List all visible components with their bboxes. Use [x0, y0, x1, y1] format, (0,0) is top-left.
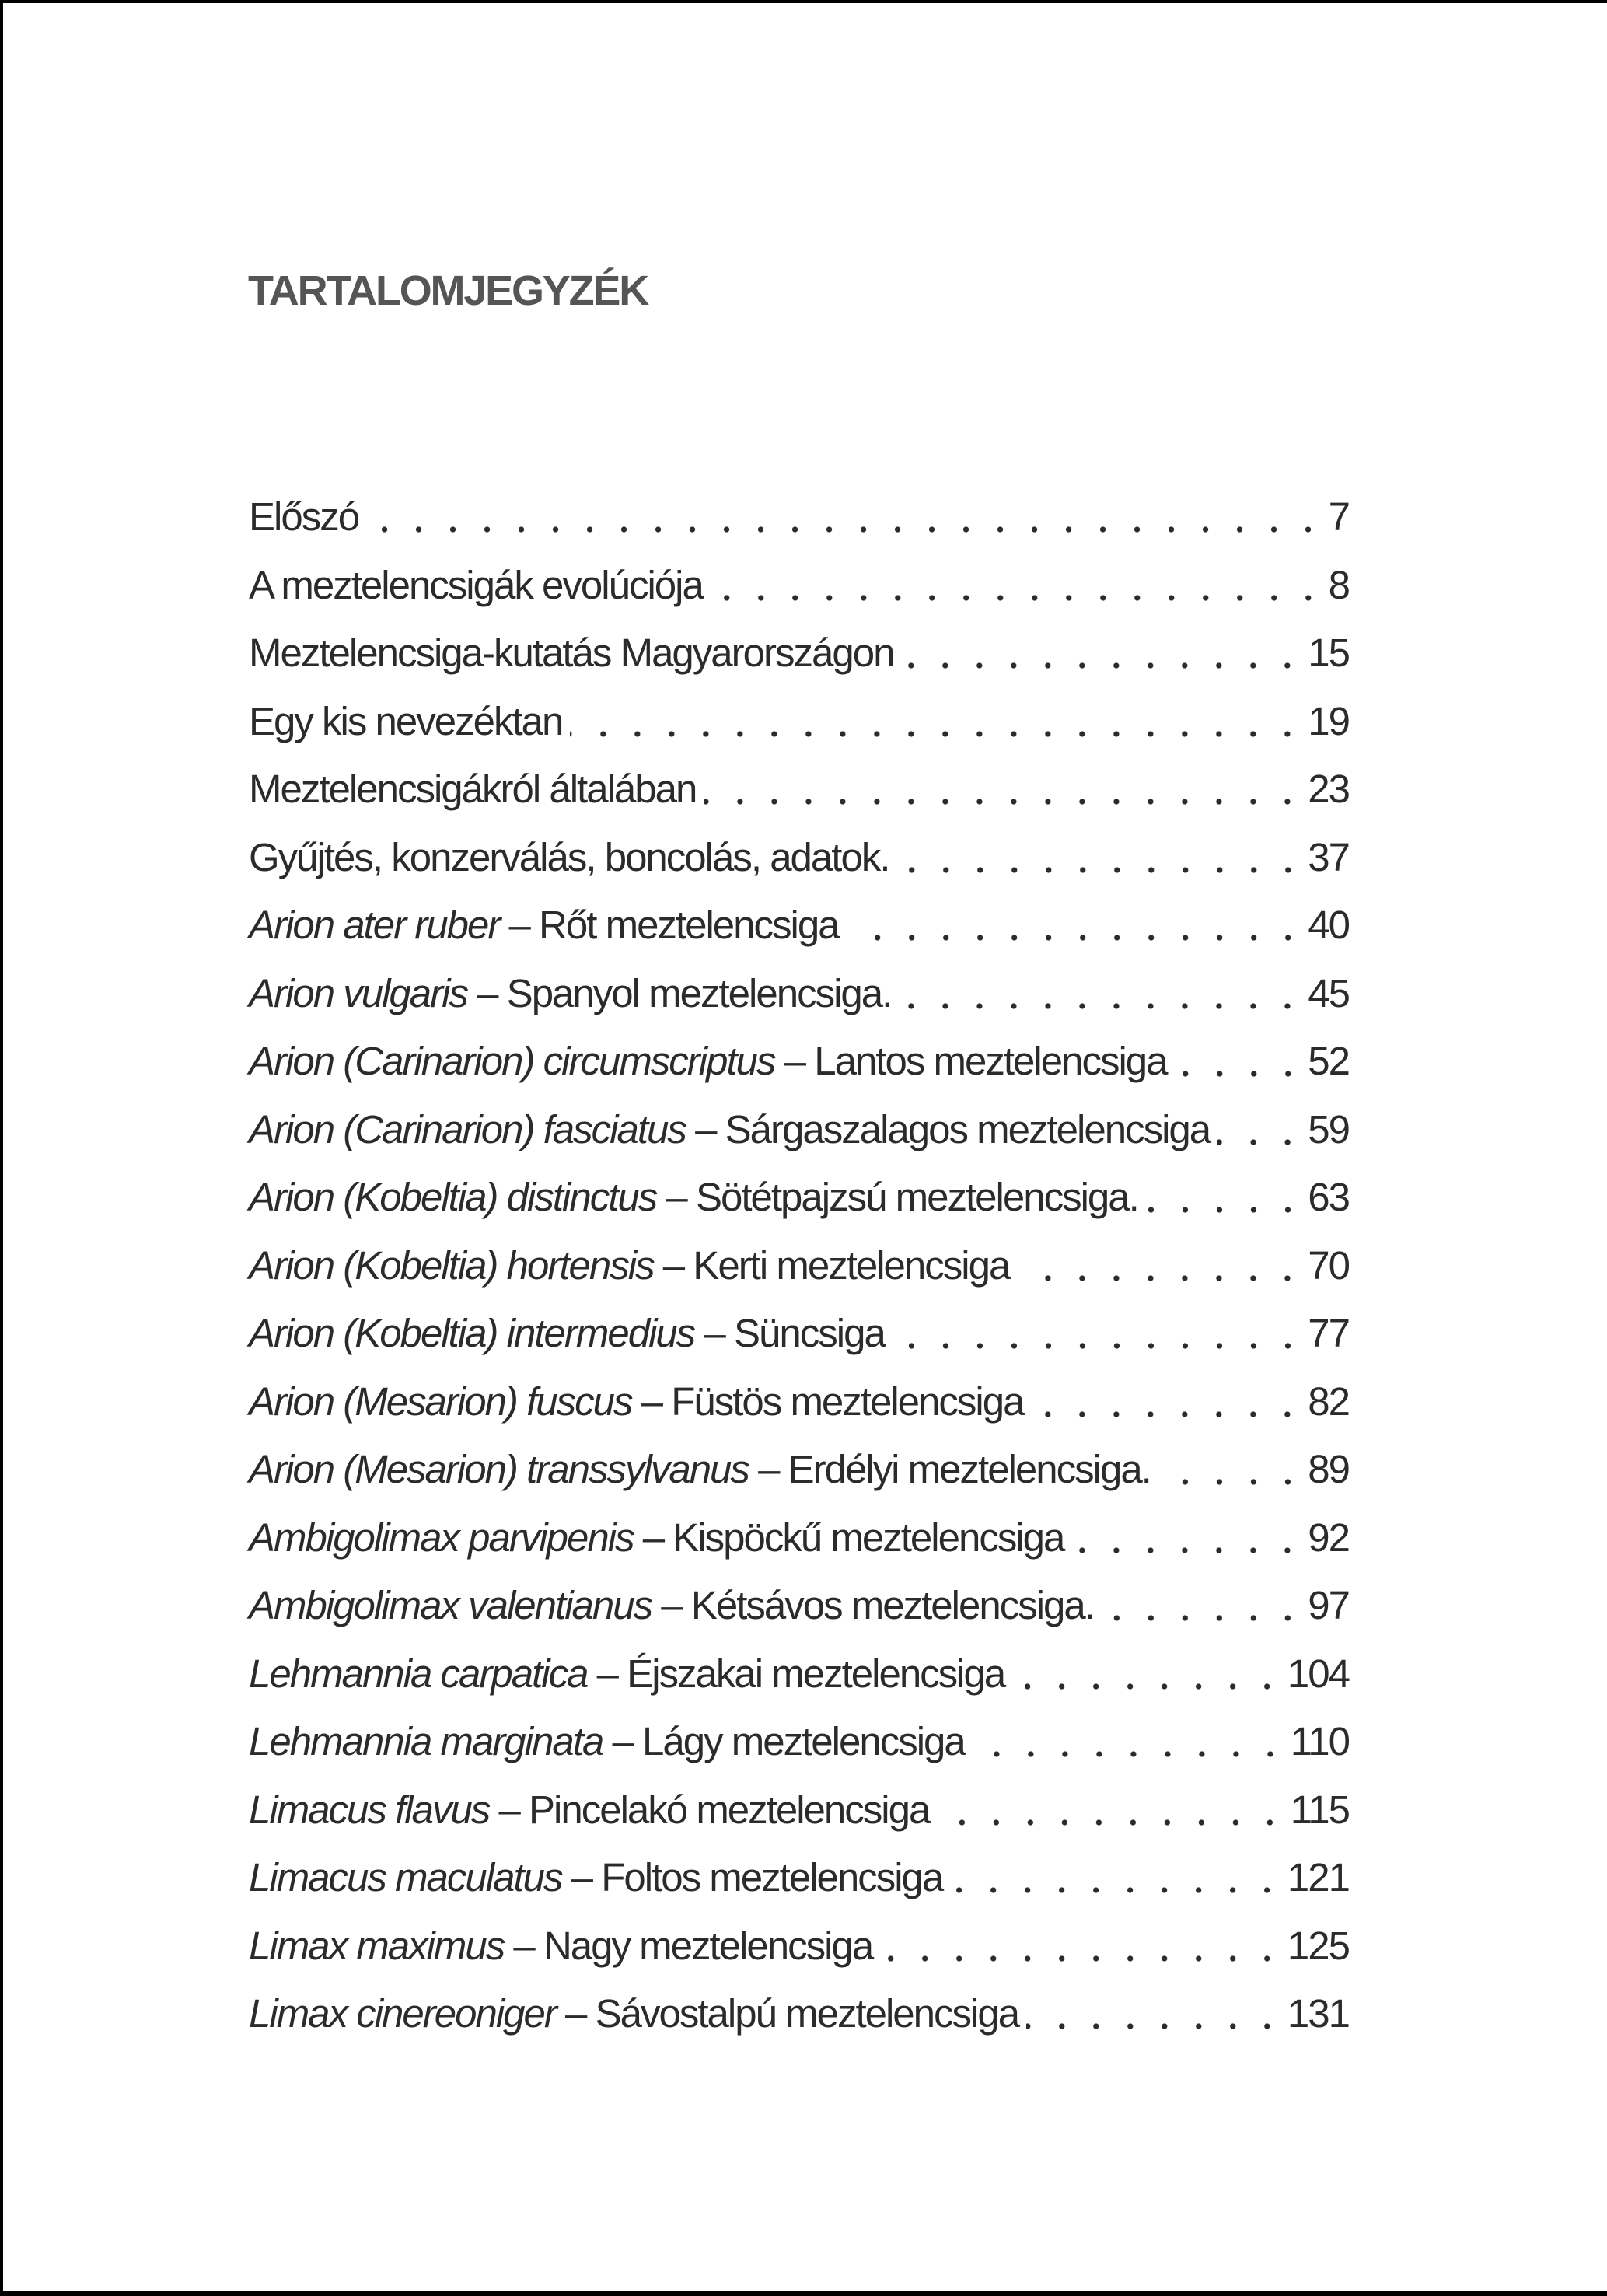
toc-entry-title — [249, 628, 893, 678]
toc-entry-page-number: 104 — [1287, 1651, 1349, 1696]
toc-entry-text: – Sávostalpú meztelencsiga — [555, 1991, 1019, 2036]
toc-entry[interactable] — [249, 1581, 1349, 1649]
toc-entry[interactable] — [249, 1172, 1349, 1241]
dot-leader — [847, 900, 1305, 969]
dot-leader — [711, 561, 1326, 629]
toc-entry[interactable] — [249, 628, 1349, 697]
dot-leader — [1012, 1649, 1284, 1718]
toc-entry-title — [249, 1513, 1064, 1563]
toc-entry-title — [249, 492, 358, 542]
dot-leader — [366, 492, 1326, 561]
toc-entry-title — [249, 1241, 1009, 1291]
toc-entry-title — [249, 697, 562, 746]
toc-entry-title — [249, 1172, 1138, 1222]
toc-entry-page-number: 82 — [1308, 1379, 1349, 1424]
toc-entry-page-number: 110 — [1290, 1719, 1349, 1763]
toc-entry-page-number: 19 — [1308, 698, 1349, 743]
dot-leader — [1217, 1105, 1305, 1173]
toc-entry-text: – Süncsiga — [694, 1311, 885, 1355]
toc-entry-text: Meztelencsigákról általában — [249, 767, 697, 811]
toc-entry-title — [249, 1581, 1094, 1630]
toc-entry-text: Meztelencsiga-kutatás Magyarországon — [249, 631, 894, 675]
dot-leader — [570, 697, 1305, 765]
toc-entry-latin-name: Limacus flavus — [249, 1787, 490, 1832]
toc-entry-latin-name: Arion vulgaris — [249, 970, 467, 1015]
toc-entry-text: Gyűjtés, konzerválás, boncolás, adatok. — [249, 834, 889, 879]
toc-entry-title — [249, 1785, 929, 1835]
toc-entry-text: – Rőt meztelencsiga — [499, 903, 839, 947]
toc-entry-text: – Erdélyi meztelencsiga. — [748, 1447, 1151, 1491]
page-border-left — [0, 0, 3, 2296]
dot-leader — [901, 628, 1305, 697]
dot-leader — [973, 1717, 1287, 1785]
dot-leader — [937, 1785, 1287, 1854]
toc-entry-title — [249, 764, 696, 814]
toc-entry-text: – Éjszakai meztelencsiga — [587, 1651, 1005, 1696]
toc-entry[interactable] — [249, 1853, 1349, 1921]
toc-entry-text: – Lágy meztelencsiga — [603, 1719, 965, 1763]
page-border-bottom — [0, 2291, 1607, 2296]
toc-entry[interactable] — [249, 900, 1349, 969]
toc-entry-title — [249, 1921, 872, 1971]
dot-leader — [1071, 1513, 1305, 1581]
toc-entry-text: – Sárgaszalagos meztelencsiga — [685, 1106, 1210, 1151]
dot-leader — [1017, 1241, 1305, 1309]
toc-entry-page-number: 121 — [1287, 1855, 1349, 1899]
toc-entry[interactable] — [249, 764, 1349, 833]
toc-entry-page-number: 77 — [1308, 1311, 1349, 1355]
dot-leader — [897, 833, 1305, 901]
toc-entry-text: – Spanyol meztelencsiga. — [466, 970, 892, 1015]
toc-entry-title — [249, 1853, 942, 1903]
toc-entry-title — [249, 561, 703, 610]
toc-entry-latin-name: Limax maximus — [249, 1923, 505, 1968]
toc-entry-title — [249, 1445, 1151, 1494]
toc-entry-title — [249, 1309, 885, 1358]
toc-entry[interactable] — [249, 492, 1349, 561]
toc-entry-page-number: 7 — [1328, 494, 1349, 539]
toc-entry-latin-name: Arion (Mesarion) transsylvanus — [249, 1447, 749, 1491]
toc-entry-text: – Füstös meztelencsiga — [631, 1379, 1024, 1424]
toc-entry-page-number: 92 — [1308, 1515, 1349, 1560]
dot-leader — [1146, 1172, 1305, 1241]
toc-entry-latin-name: Arion (Kobeltia) hortensis — [249, 1242, 654, 1288]
toc-entry-page-number: 70 — [1308, 1242, 1349, 1288]
table-of-contents — [249, 492, 1349, 2057]
toc-entry-text: Előszó — [249, 494, 359, 539]
toc-entry[interactable] — [249, 1921, 1349, 1990]
toc-entry-page-number: 40 — [1308, 903, 1349, 947]
toc-entry[interactable] — [249, 1309, 1349, 1377]
toc-entry-page-number: 37 — [1308, 834, 1349, 879]
toc-entry-text: – Sötétpajzsú meztelencsiga. — [656, 1175, 1138, 1219]
toc-entry[interactable] — [249, 1989, 1349, 2057]
toc-entry-latin-name: Arion ater ruber — [249, 903, 500, 947]
dot-leader — [880, 1921, 1284, 1990]
toc-entry[interactable] — [249, 1377, 1349, 1445]
toc-entry[interactable] — [249, 697, 1349, 765]
toc-entry-page-number: 59 — [1308, 1106, 1349, 1151]
toc-entry-page-number: 115 — [1290, 1787, 1349, 1832]
toc-entry-latin-name: Lehmannia marginata — [249, 1719, 603, 1763]
dot-leader — [1158, 1445, 1305, 1513]
toc-entry-text: – Foltos meztelencsiga — [561, 1855, 943, 1899]
dot-leader — [893, 1309, 1305, 1377]
toc-entry-text: Egy kis nevezéktan — [249, 698, 563, 743]
toc-entry-latin-name: Lehmannia carpatica — [249, 1651, 588, 1696]
toc-entry-title — [249, 1377, 1023, 1427]
toc-entry[interactable] — [249, 969, 1349, 1037]
toc-entry-latin-name: Limax cinereoniger — [249, 1991, 556, 2036]
toc-entry-page-number: 63 — [1308, 1175, 1349, 1219]
toc-entry-latin-name: Arion (Kobeltia) distinctus — [249, 1175, 657, 1219]
toc-entry-page-number: 131 — [1287, 1991, 1349, 2036]
toc-entry[interactable] — [249, 1513, 1349, 1581]
dot-leader — [950, 1853, 1284, 1921]
toc-entry-title — [249, 1649, 1004, 1699]
toc-entry[interactable] — [249, 1105, 1349, 1173]
toc-entry[interactable] — [249, 1649, 1349, 1718]
toc-entry[interactable] — [249, 561, 1349, 629]
dot-leader — [899, 969, 1305, 1037]
toc-entry-title — [249, 900, 839, 950]
page-title: TARTALOMJEGYZÉK — [248, 267, 648, 314]
toc-entry-text: – Nagy meztelencsiga — [504, 1923, 873, 1968]
toc-entry-text: – Kispöckű meztelencsiga — [633, 1515, 1064, 1560]
toc-entry[interactable] — [249, 1445, 1349, 1513]
toc-entry-title — [249, 969, 891, 1019]
toc-entry-text: – Kétsávos meztelencsiga. — [652, 1583, 1094, 1627]
dot-leader — [1175, 1036, 1305, 1105]
toc-entry-title — [249, 1036, 1167, 1086]
toc-entry-text: – Lantos meztelencsiga — [774, 1039, 1167, 1083]
toc-entry[interactable] — [249, 1241, 1349, 1309]
toc-entry-text: – Pincelakó meztelencsiga — [489, 1787, 930, 1832]
toc-entry-page-number: 97 — [1308, 1583, 1349, 1627]
toc-entry-page-number: 23 — [1308, 767, 1349, 811]
toc-entry-latin-name: Limacus maculatus — [249, 1855, 562, 1899]
toc-entry-latin-name: Arion (Carinarion) fasciatus — [249, 1106, 686, 1151]
toc-entry-text: – Kerti meztelencsiga — [653, 1242, 1010, 1288]
toc-entry-latin-name: Ambigolimax parvipenis — [249, 1515, 634, 1560]
toc-entry-title — [249, 1105, 1210, 1155]
toc-entry-latin-name: Ambigolimax valentianus — [249, 1583, 652, 1627]
toc-entry-page-number: 52 — [1308, 1039, 1349, 1083]
toc-entry-page-number: 125 — [1287, 1923, 1349, 1968]
toc-entry-page-number: 45 — [1308, 970, 1349, 1015]
toc-entry-title — [249, 833, 889, 882]
toc-entry-title — [249, 1989, 1018, 2039]
toc-entry-latin-name: Arion (Mesarion) fuscus — [249, 1379, 632, 1424]
dot-leader — [1031, 1377, 1305, 1445]
page-border-top — [0, 0, 1607, 3]
dot-leader — [1102, 1581, 1305, 1649]
toc-entry[interactable] — [249, 1785, 1349, 1854]
toc-entry[interactable] — [249, 833, 1349, 901]
dot-leader — [704, 764, 1305, 833]
toc-entry[interactable] — [249, 1036, 1349, 1105]
toc-entry-title — [249, 1717, 965, 1767]
toc-entry-page-number: 15 — [1308, 631, 1349, 675]
toc-entry-text: A meztelencsigák evolúciója — [249, 562, 703, 607]
dot-leader — [1026, 1989, 1284, 2057]
toc-entry-latin-name: Arion (Kobeltia) intermedius — [249, 1311, 695, 1355]
toc-entry-latin-name: Arion (Carinarion) circumscriptus — [249, 1039, 775, 1083]
toc-entry-page-number: 89 — [1308, 1447, 1349, 1491]
toc-entry[interactable] — [249, 1717, 1349, 1785]
toc-entry-page-number: 8 — [1328, 562, 1349, 607]
